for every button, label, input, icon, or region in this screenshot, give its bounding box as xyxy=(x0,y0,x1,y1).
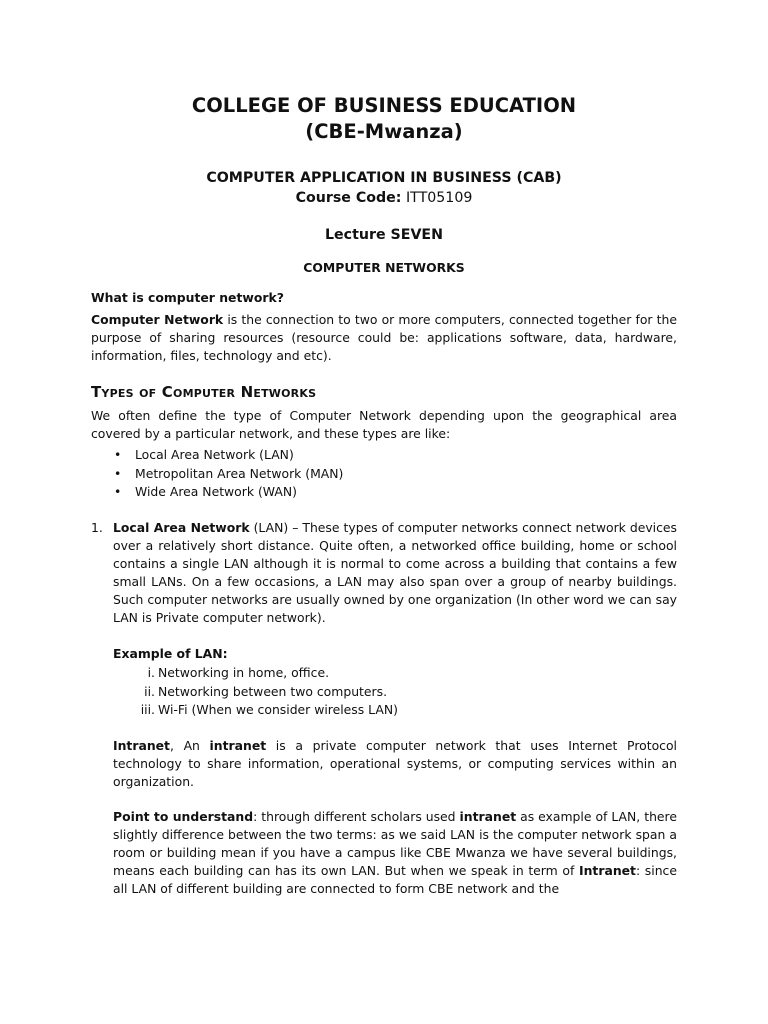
lan-paragraph xyxy=(113,519,677,627)
point-text: : through different scholars used xyxy=(253,809,460,824)
definition-text: is the connection to two or more computers, connected together for the purpose of sharing resources (resource could be: applications software, data, hardware, information, files, technology and etc). xyxy=(91,312,678,363)
bullet-icon: • xyxy=(114,465,122,481)
intranet-term: Intranet xyxy=(113,738,170,753)
list-item xyxy=(133,701,398,720)
course-code-label: Course Code: xyxy=(295,190,402,206)
list-number: ii. xyxy=(144,683,155,699)
lan-examples-list xyxy=(133,664,398,720)
point-text: : since all LAN of different building are connected to form CBE network and the xyxy=(113,863,677,896)
lan-section xyxy=(91,519,677,627)
list-item xyxy=(110,483,343,502)
bullet-icon: • xyxy=(114,447,122,462)
point-text: as example of LAN, there slightly difference between the two terms: as we said LAN is the computer network span a room or building mean if you have a campus like CBE Mwanza we have several buildings, means each building can has its own LAN. But when we speak in term of xyxy=(113,809,677,878)
intranet-text: is a private computer network that uses Internet Protocol technology to share information, operational systems, or computing services within an organization. xyxy=(113,738,677,789)
lan-term: Local Area Network xyxy=(113,520,250,535)
intranet-paragraph xyxy=(113,737,677,791)
definition-paragraph xyxy=(91,311,677,365)
list-item-text: Wi-Fi (When we consider wireless LAN) xyxy=(158,702,398,717)
list-item-text: Networking between two computers. xyxy=(158,683,388,699)
course-code-value: ITT05109 xyxy=(405,190,473,206)
college-title xyxy=(0,93,768,145)
college-name: COLLEGE OF BUSINESS EDUCATION xyxy=(191,94,577,117)
example-heading: Example of LAN: xyxy=(113,646,228,661)
list-item xyxy=(110,446,343,465)
list-item xyxy=(133,664,398,683)
section-number: 1. xyxy=(91,520,103,535)
college-campus: (CBE-Mwanza) xyxy=(305,120,463,143)
list-item-text: Networking in home, office. xyxy=(158,665,330,680)
intranet-connector: , An xyxy=(169,738,210,753)
point-paragraph xyxy=(113,808,677,898)
lecture-title: Lecture SEVEN xyxy=(325,227,443,243)
point-term: Point to understand xyxy=(113,809,254,824)
lan-text: (LAN) – These types of computer networks connect network devices over a relatively short distance. Quite often, a networked office building, home or school contains a single LAN although it is normal to come across a building that contains a few small LANs. On a few occasions, a LAN may also span over a group of nearby buildings. Such computer networks are usually owned by one organization (In other word we can say LAN is Private computer network). xyxy=(113,520,677,625)
types-paragraph: We often define the type of Computer Network depending upon the geographical area covered by a particular network, and these types are like: xyxy=(91,408,677,441)
network-types-list xyxy=(110,446,343,502)
point-term-intranet: intranet xyxy=(459,809,517,824)
topic-title: COMPUTER NETWORKS xyxy=(303,260,465,275)
list-item-text: Metropolitan Area Network (MAN) xyxy=(135,465,344,481)
course-title: COMPUTER APPLICATION IN BUSINESS (CAB) xyxy=(206,170,562,186)
course-code xyxy=(0,188,768,208)
intranet-term-inline: intranet xyxy=(209,738,267,753)
list-item-text: Local Area Network (LAN) xyxy=(135,447,294,462)
bullet-icon: • xyxy=(114,484,122,499)
list-item xyxy=(133,683,398,702)
list-number: iii. xyxy=(140,702,155,717)
types-heading: Types of Computer Networks xyxy=(91,383,317,401)
question-heading: What is computer network? xyxy=(91,290,284,305)
list-item xyxy=(110,465,343,484)
definition-term: Computer Network xyxy=(91,312,224,327)
list-number: i. xyxy=(147,665,155,680)
list-item-text: Wide Area Network (WAN) xyxy=(135,484,297,499)
point-term-intranet-cap: Intranet xyxy=(579,863,636,878)
